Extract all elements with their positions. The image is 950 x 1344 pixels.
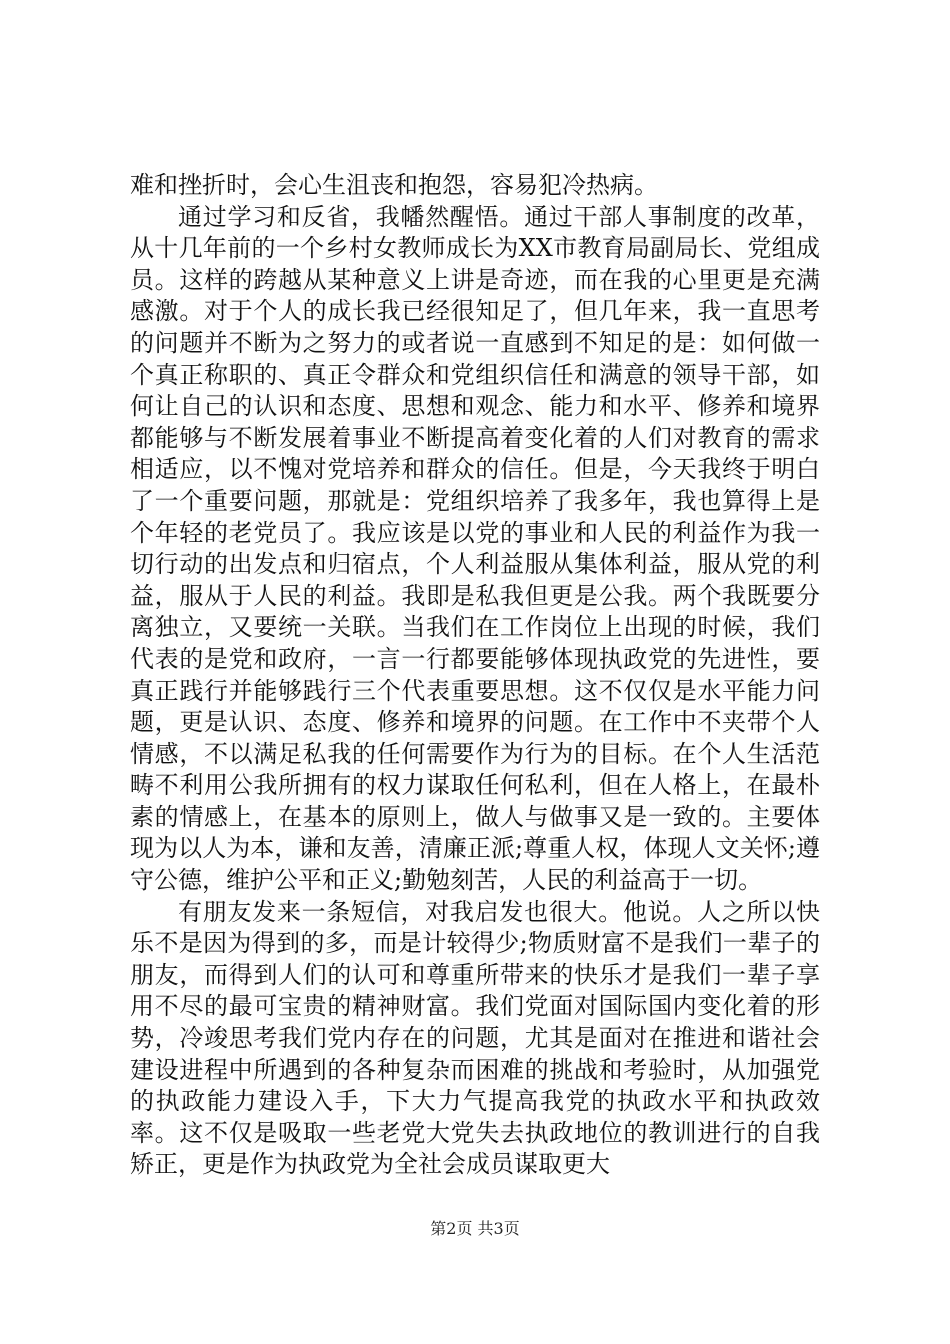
page-number: 第2页 共3页 (430, 1219, 520, 1238)
paragraph-friend-message: 有朋友发来一条短信，对我启发也很大。他说。人之所以快乐不是因为得到的多，而是计较得少;物质财富不是我们一辈子的朋友，而得到人们的认可和尊重所带来的快乐才是我们一辈子享用不尽的最可宝贵的精神财富。我们党面对国际国内变化着的形势，冷竣思考我们党内存在的问题，尤其是面对在推进和谐社会建设进程中所遇到的各种复杂而困难的挑战和考验时，从加强党的执政能力建设入手，下大力气提高我党的执政水平和执政效率。这不仅是吸取一些老党大党失去执政地位的教训进行的自我矫正，更是作为执政党为全社会成员谋取更大 (130, 897, 820, 1179)
paragraph-continuation: 难和挫折时，会心生沮丧和抱怨，容易犯冷热病。 (130, 171, 658, 199)
body-text (130, 170, 820, 1181)
paragraph-reflection: 通过学习和反省，我幡然醒悟。通过干部人事制度的改革，从十几年前的一个乡村女教师成长为XX市教育局副局长、党组成员。这样的跨越从某种意义上讲是奇迹，而在我的心里更是充满感激。对于个人的成长我已经很知足了，但几年来，我一直思考的问题并不断为之努力的或者说一直感到不知足的是：如何做一个真正称职的、真正令群众和党组织信任和满意的领导干部，如何让自己的认识和态度、思想和观念、能力和水平、修养和境界都能够与不断发展着事业不断提高着变化着的人们对教育的需求相适应，以不愧对党培养和群众的信任。但是，今天我终于明白了一个重要问题，那就是：党组织培养了我多年，我也算得上是个年轻的老党员了。我应该是以党的事业和人民的利益作为我一切行动的出发点和归宿点，个人利益服从集体利益，服从党的利益，服从于人民的利益。我即是私我但更是公我。两个我既要分离独立，又要统一关联。当我们在工作岗位上出现的时候，我们代表的是党和政府，一言一行都要能够体现执政党的先进性，要真正践行并能够践行三个代表重要思想。这不仅仅是水平能力问题，更是认识、态度、修养和境界的问题。在工作中不夹带个人情感，不以满足私我的任何需要作为行为的目标。在个人生活范畴不利用公我所拥有的权力谋取任何私利，但在人格上，在最朴素的情感上，在基本的原则上，做人与做事又是一致的。主要体现为以人为本，谦和友善，清廉正派;尊重人权，体现人文关怀;遵守公德，维护公平和正义;勤勉刻苦，人民的利益高于一切。 (130, 202, 820, 895)
page-footer (0, 1216, 950, 1239)
